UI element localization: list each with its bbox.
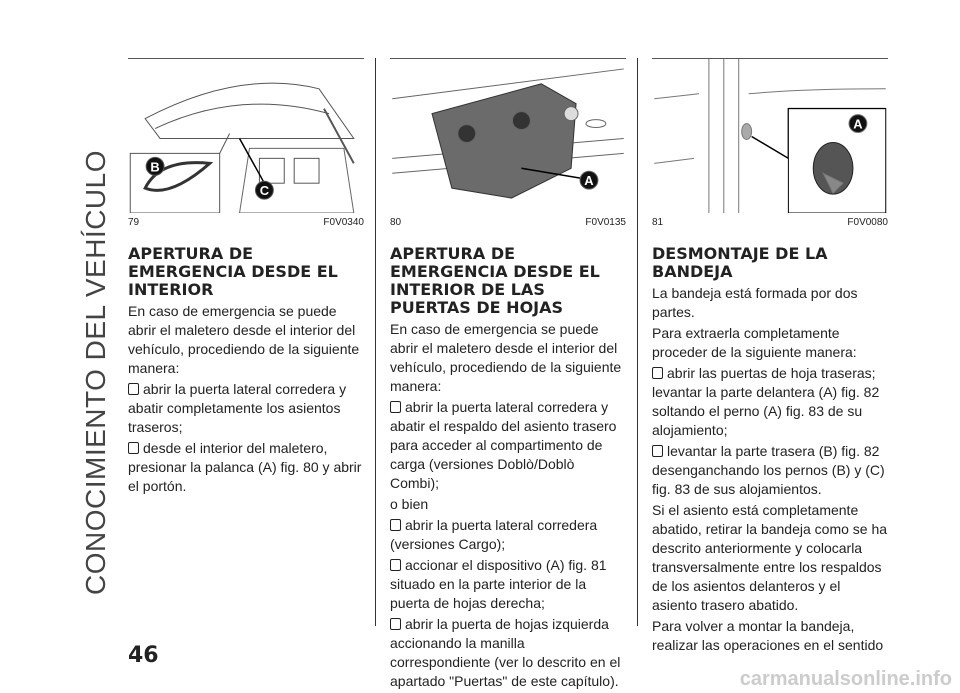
paragraph: o bien: [390, 496, 429, 512]
label-b: B: [150, 159, 160, 175]
figure-79-tailgate: [128, 58, 364, 213]
label-a: A: [853, 116, 863, 132]
paragraph: Si el asiento está completamente abatido, retirar la bandeja como se ha descrito anteriormente y colocarla transversalmente entre los respaldos de los asientos delanteros y el asiento trasero abatido.: [652, 502, 888, 613]
section-title-text: CONOCIMIENTO DEL VEHÍCULO: [80, 149, 111, 595]
paragraph: En caso de emergencia se puede abrir el maletero desde el interior del vehículo, procediendo de la siguiente manera:: [128, 303, 360, 376]
bullet-item: abrir la puerta lateral corredera (versiones Cargo);: [390, 516, 626, 554]
watermark: carmanualsonline.info: [739, 668, 952, 690]
figure-number: 80: [390, 217, 402, 228]
column-divider: [637, 58, 638, 626]
figure-code: F0V0340: [323, 217, 364, 228]
paragraph: Para volver a montar la bandeja, realizar las operaciones en el sentido: [652, 618, 884, 653]
bullet-item: abrir la puerta lateral corredera y abatir completamente los asientos traseros;: [128, 380, 364, 437]
bullet-item: accionar el dispositivo (A) fig. 81 situado en la parte interior de la puerta de hojas derecha;: [390, 556, 626, 613]
column-1: [128, 58, 364, 498]
paragraph: La bandeja está formada por dos partes.: [652, 285, 858, 320]
page-number: 46: [128, 643, 159, 668]
bullet-item: abrir la puerta de hojas izquierda accionando la manilla correspondiente (ver lo descrito en el apartado "Puertas" de este capítulo).: [390, 615, 626, 691]
heading: DESMONTAJE DE LA BANDEJA: [652, 244, 828, 281]
figure-81-door-device: [652, 58, 888, 213]
bullet-item: levantar la parte trasera (B) fig. 82 desenganchando los pernos (B) y (C) fig. 83 de sus alojamientos.: [652, 442, 888, 499]
figure-80-latch: [390, 58, 626, 213]
heading: APERTURA DE EMERGENCIA DESDE EL INTERIOR DE LAS PUERTAS DE HOJAS: [390, 244, 600, 317]
column-2: [390, 58, 626, 693]
figure-number: 79: [128, 217, 140, 228]
bullet-item: abrir las puertas de hoja traseras; levantar la parte delantera (A) fig. 82 soltando el perno (A) fig. 83 de su alojamiento;: [652, 364, 888, 440]
paragraph: En caso de emergencia se puede abrir el maletero desde el interior del vehículo, procediendo de la siguiente manera:: [390, 321, 622, 394]
heading: APERTURA DE EMERGENCIA DESDE EL INTERIOR: [128, 244, 338, 299]
bullet-item: desde el interior del maletero, presionar la palanca (A) fig. 80 y abrir el portón.: [128, 439, 364, 496]
column-divider: [375, 58, 376, 626]
column-3: [652, 58, 888, 657]
section-title-vertical: [76, 40, 116, 600]
figure-code: F0V0135: [585, 217, 626, 228]
label-a: A: [584, 173, 594, 189]
figure-number: 81: [652, 217, 664, 228]
paragraph: Para extraerla completamente proceder de la siguiente manera:: [652, 325, 857, 360]
figure-code: F0V0080: [847, 217, 888, 228]
bullet-item: abrir la puerta lateral corredera y abatir el respaldo del asiento trasero para acceder al compartimento de carga (versiones Doblò/Doblò Combi);: [390, 398, 626, 493]
label-c: C: [259, 183, 270, 199]
